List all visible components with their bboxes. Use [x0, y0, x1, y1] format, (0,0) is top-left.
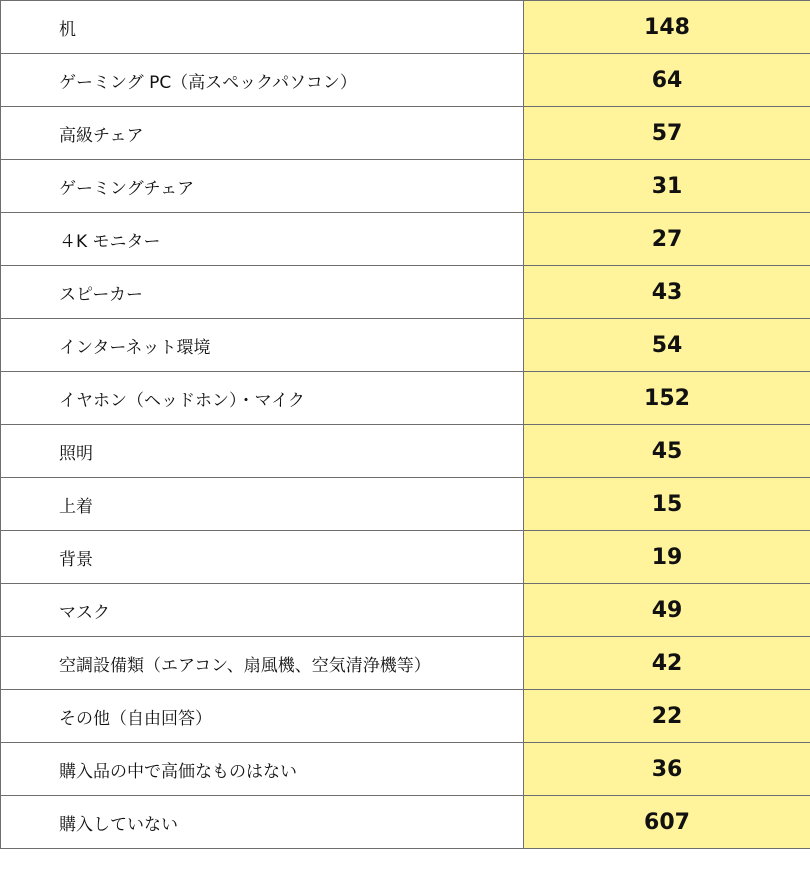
row-value: 31 [524, 160, 810, 213]
table-row [1, 266, 810, 319]
table-row [1, 54, 810, 107]
row-value: 148 [524, 1, 810, 54]
row-value: 607 [524, 796, 810, 849]
row-label: 上着 [1, 478, 524, 531]
row-label: 高級チェア [1, 107, 524, 160]
row-label: 購入品の中で高価なものはない [1, 743, 524, 796]
row-value: 43 [524, 266, 810, 319]
table-row [1, 584, 810, 637]
row-value: 19 [524, 531, 810, 584]
table-row [1, 160, 810, 213]
table-body [1, 1, 810, 849]
row-label: 机 [1, 1, 524, 54]
row-label: 照明 [1, 425, 524, 478]
table-row [1, 1, 810, 54]
row-label: インターネット環境 [1, 319, 524, 372]
table-row [1, 690, 810, 743]
row-value: 54 [524, 319, 810, 372]
row-label: 背景 [1, 531, 524, 584]
row-label: 購入していない [1, 796, 524, 849]
table-row [1, 319, 810, 372]
row-value: 152 [524, 372, 810, 425]
row-value: 57 [524, 107, 810, 160]
row-value: 64 [524, 54, 810, 107]
row-label: その他（自由回答） [1, 690, 524, 743]
row-label: 空調設備類（エアコン、扇風機、空気清浄機等） [1, 637, 524, 690]
row-value: 22 [524, 690, 810, 743]
table-row [1, 796, 810, 849]
table-row [1, 478, 810, 531]
row-label: ４K モニター [1, 213, 524, 266]
row-label: イヤホン（ヘッドホン）・マイク [1, 372, 524, 425]
row-label: スピーカー [1, 266, 524, 319]
row-value: 42 [524, 637, 810, 690]
table-row [1, 425, 810, 478]
row-value: 49 [524, 584, 810, 637]
row-label: ゲーミングチェア [1, 160, 524, 213]
row-label: ゲーミング PC（高スペックパソコン） [1, 54, 524, 107]
table-row [1, 531, 810, 584]
row-value: 36 [524, 743, 810, 796]
row-label: マスク [1, 584, 524, 637]
row-value: 15 [524, 478, 810, 531]
row-value: 27 [524, 213, 810, 266]
table-row [1, 107, 810, 160]
table-row [1, 372, 810, 425]
table-row [1, 637, 810, 690]
table-row [1, 213, 810, 266]
table-row [1, 743, 810, 796]
row-value: 45 [524, 425, 810, 478]
